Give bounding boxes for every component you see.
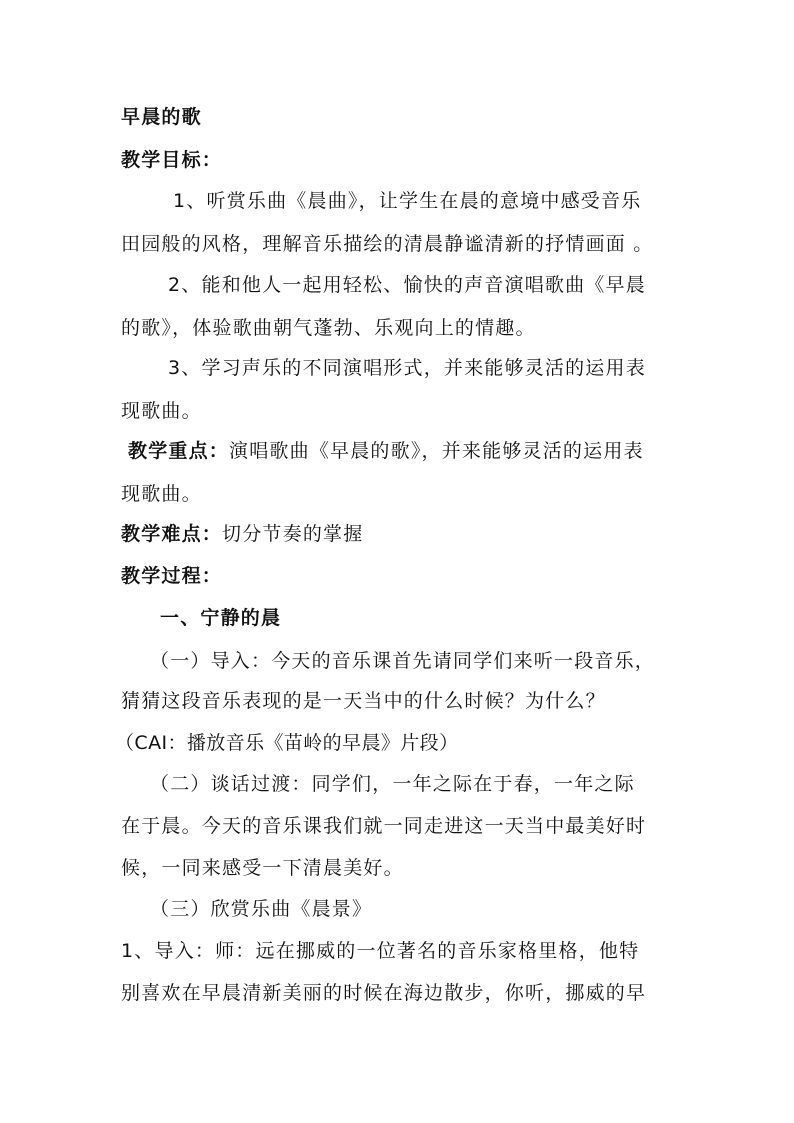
objective-2-line-2: 的歌》，体验歌曲朝气蓬勃、乐观向上的情趣。 [121,317,536,339]
process-heading: 教学过程： [121,565,223,587]
step-1-line-2: 猜猜这段音乐表现的是一天当中的什么时候？为什么？ [121,690,606,712]
intro-line-1: 1、导入：师：远在挪威的一位著名的音乐家格里格，他特 [121,940,640,962]
difficulty-text: 切分节奏的掌握 [222,523,364,545]
objectives-heading: 教学目标： [121,149,223,171]
intro-line-2: 别喜欢在早晨清新美丽的时候在海边散步，你听，挪威的早 [121,982,647,1004]
key-point-line-1 [128,439,644,463]
objective-3-line-1: 3、学习声乐的不同演唱形式，并来能够灵活的运用表 [168,357,646,379]
key-point-text: 演唱歌曲《早晨的歌》，并来能够灵活的运用表 [229,440,644,462]
section-heading-1: 一、宁静的晨 [160,607,282,629]
step-2-line-2: 在于晨。今天的音乐课我们就一同走进这一天当中最美好时 [121,815,647,837]
key-point-label: 教学重点： [128,440,230,462]
objective-3-line-2: 现歌曲。 [121,400,202,422]
objective-1-line-1: 1、听赏乐曲《晨曲》，让学生在晨的意境中感受音乐 [173,190,642,212]
step-1-line-3: （CAI：播放音乐《苗岭的早晨》片段） [115,732,459,754]
document-title: 早晨的歌 [121,106,202,128]
difficulty-line [121,522,363,546]
step-1-line-1: （一）导入：今天的音乐课首先请同学们来听一段音乐， [150,650,656,672]
key-point-line-2: 现歌曲。 [121,483,202,505]
objective-2-line-1: 2、能和他人一起用轻松、愉快的声音演唱歌曲《早晨 [168,274,646,296]
step-2-line-1: （二）谈话过渡：同学们，一年之际在于春，一年之际 [150,773,635,795]
step-2-line-3: 候，一同来感受一下清晨美好。 [121,857,404,879]
difficulty-label: 教学难点： [121,523,223,545]
objective-1-line-2: 田园般的风格，理解音乐描绘的清晨静谧清新的抒情画面 。 [121,233,654,255]
step-3-line: （三）欣赏乐曲《晨景》 [150,898,373,920]
